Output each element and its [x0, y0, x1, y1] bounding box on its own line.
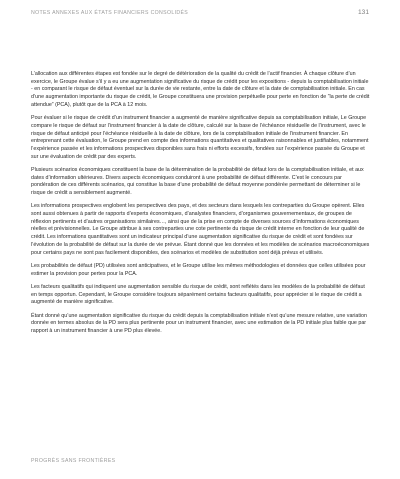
paragraph-probability-default: Les probabilités de défaut (PD) utilisées sont anticipatives, et le Groupe utilise les mêmes méthodologies et données que celles utilisées pour estimer la provision pour pertes pour la PCA. [31, 262, 366, 277]
page-header [31, 10, 369, 20]
page-number: 131 [357, 9, 369, 16]
paragraph-evaluation: Pour évaluer si le risque de crédit d’un instrument financier a augmenté de manière significative depuis sa comptabilisation initiale, Le Groupe compare le risque de défaut sur l’instrument financier à la date de clôture, calculé sur la base de l’échéance résiduelle de l’instrument, avec le risque de défaut anticipé pour l’échéance résiduelle à la date de clôture, lors de la comptabilisation initiale de l’instrument financier. En entreprenant cette évaluation, le Groupe prend en compte des informations quantitatives et qualitatives raisonnables et justifiables, notamment l’expérience passée et les informations prospectives disponibles sans frais ni efforts excessifs, fondées sur l’expérience passée du Groupe et sur une évaluation de crédit par des experts. [31, 115, 369, 160]
section-title: NOTES ANNEXES AUX ÉTATS FINANCIERS CONSOLIDÉS [31, 10, 189, 16]
paragraph-allocation: L’allocation aux différentes étapes est fondée sur le degré de détérioration de la qualité du crédit de l’actif financier. À chaque clôture d’un exercice, le Groupe évalue s’il y a eu une augmentation significative du risque de crédit pour les expositions - depuis la comptabilisation initiale - en comparant le risque de défaut éventuel sur la durée de vie restante, entre la date de clôture et la date de comptabilisation initiale. En cas d’une augmentation importante du risque de crédit, le Groupe constituera une provision perpétuelle pour perte en fonction de “la perte de crédit attendue” (PCA), plutôt que de la PCA à 12 mois. [31, 71, 370, 108]
page-footer: PROGRÈS SANS FRONTIÈRES [31, 458, 116, 464]
body-text [31, 71, 371, 341]
paragraph-scenarios: Plusieurs scénarios économiques constituent la base de la détermination de la probabilité de défaut lors de la comptabilisation initiale, et aux dates d’information ultérieures. Divers aspects économiques conduiront à une probabilité de défaut différente. C’est le concours par pondération de ces différents scénarios, qui constitue la base d’une probabilité de défaut moyenne pondérée permettant de déterminer si le risque de crédit a sensiblement augmenté. [31, 166, 364, 197]
paragraph-relative-measure: Étant donné qu’une augmentation significative du risque du crédit depuis la comptabilisation initiale n’est qu’une mesure relative, une variation donnée en termes absolus de la PD sera plus pertinente pour un instrument financier, avec une estimation de la PD initiale plus faible que par rapport à un instrument financier à une PD plus élevée. [31, 312, 367, 334]
paragraph-forward-looking: Les informations prospectives englobent les perspectives des pays, et des secteurs dans lesquels les contreparties du Groupe opèrent. Elles sont aussi obtenues à partir de rapports d’experts économiques, d’analystes financiers, d’organismes gouvernementaux, de groupes de réflexion pertinents et d’autres organisations similaires…, ainsi que de la prise en compte de diverses sources d’informations économiques réelles et prévisionnelles. Le Groupe attribue à ses contreparties une cote pertinente du risque de crédit interne en fonction de leur qualité de crédit. Les informations quantitatives sont un indicateur principal d’une augmentation significative du risque de crédit et sont fondées sur l’évolution de la probabilité de défaut sur la durée de vie prévue. Étant donné que les données et les modèles de scénarios macroéconomiques pour certains pays ne sont pas facilement disponibles, des scénarios et modèles de substitution sont déjà prévus et utilisés. [31, 203, 370, 256]
paragraph-qualitative-factors: Les facteurs qualitatifs qui indiquent une augmentation sensible du risque de crédit, sont reflétés dans les modèles de la probabilité de défaut en temps opportun. Cependant, le Groupe considère toujours séparément certains facteurs qualitatifs, pour apprécier si le risque de crédit a augmenté de manière significative. [31, 283, 365, 306]
